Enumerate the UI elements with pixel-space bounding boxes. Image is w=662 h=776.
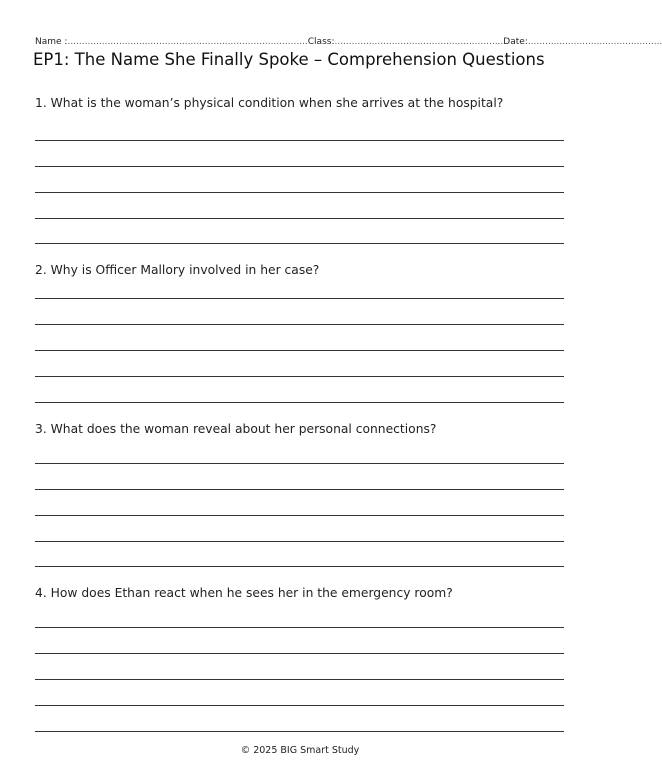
student-info-header	[35, 36, 662, 48]
answer-line[interactable]	[35, 376, 564, 377]
class-field[interactable]: ...........................................................	[334, 37, 504, 47]
question-4: 4. How does Ethan react when he sees her in the emergency room?	[35, 586, 453, 600]
question-2: 2. Why is Officer Mallory involved in her case?	[35, 263, 320, 277]
question-1: 1. What is the woman’s physical condition when she arrives at the hospital?	[35, 96, 504, 110]
answer-line[interactable]	[35, 541, 564, 542]
answer-line[interactable]	[35, 566, 564, 567]
answer-line[interactable]	[35, 166, 564, 167]
answer-line[interactable]	[35, 463, 564, 464]
date-label: Date:	[503, 37, 528, 47]
answer-line[interactable]	[35, 627, 564, 628]
copyright-footer: © 2025 BIG Smart Study	[240, 745, 360, 756]
name-field[interactable]: ....................................................................................	[67, 37, 308, 47]
answer-line[interactable]	[35, 298, 564, 299]
answer-line[interactable]	[35, 402, 564, 403]
answer-line[interactable]	[35, 705, 564, 706]
name-label: Name :	[35, 37, 68, 47]
answer-line[interactable]	[35, 489, 564, 490]
worksheet-title: EP1: The Name She Finally Spoke – Comprehension Questions	[33, 50, 545, 69]
answer-line[interactable]	[35, 653, 564, 654]
answer-line[interactable]	[35, 218, 564, 219]
question-3: 3. What does the woman reveal about her personal connections?	[35, 422, 437, 436]
answer-line[interactable]	[35, 350, 564, 351]
answer-line[interactable]	[35, 731, 564, 732]
answer-line[interactable]	[35, 243, 564, 244]
answer-line[interactable]	[35, 140, 564, 141]
class-label: Class:	[307, 37, 335, 47]
answer-line[interactable]	[35, 515, 564, 516]
answer-line[interactable]	[35, 679, 564, 680]
answer-line[interactable]	[35, 192, 564, 193]
date-field[interactable]: ...............................................	[527, 37, 662, 47]
answer-line[interactable]	[35, 324, 564, 325]
